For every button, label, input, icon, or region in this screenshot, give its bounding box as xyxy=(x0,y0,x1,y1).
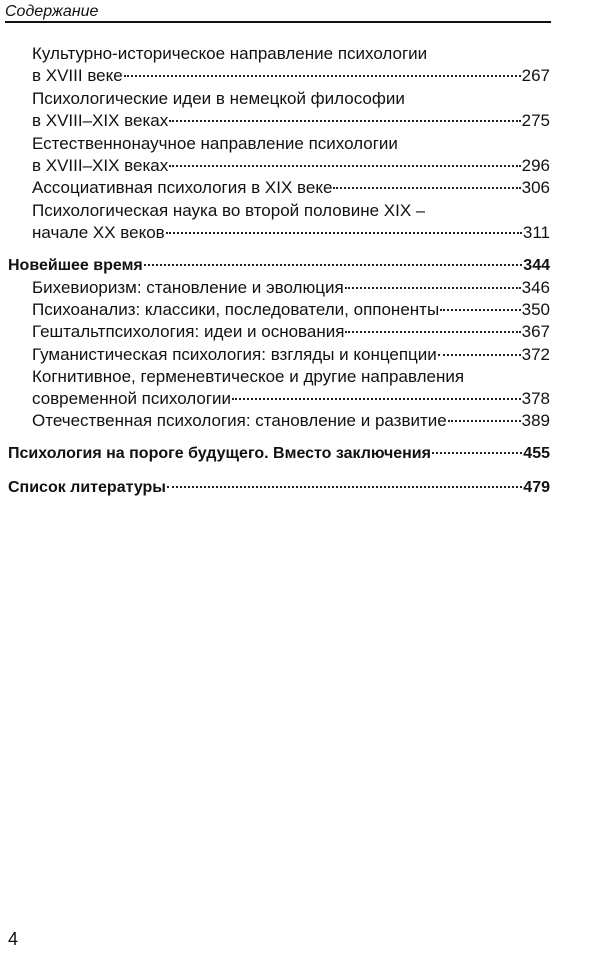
toc-entry-text: Новейшее время xyxy=(8,257,143,274)
toc-section-heading xyxy=(8,477,550,499)
dot-leader xyxy=(333,187,520,189)
toc-entry-line xyxy=(32,388,550,410)
toc-entry-text: в XVIII–XIX веках xyxy=(32,111,169,130)
toc-section-heading xyxy=(8,443,550,465)
toc-entry-text: Психологическая наука во второй половине XIX – xyxy=(32,201,426,220)
toc-entry-text: начале XX веков xyxy=(32,223,165,242)
toc-entry-text: Психологические идеи в немецкой философии xyxy=(32,89,405,108)
toc-page-number: 306 xyxy=(521,178,550,197)
toc-page-number: 378 xyxy=(521,389,550,408)
toc-page-number: 311 xyxy=(522,223,550,242)
toc-entry-line xyxy=(32,177,550,199)
toc-entry-line xyxy=(32,410,550,432)
dot-leader xyxy=(345,287,521,289)
toc-entry-text: Культурно-историческое направление психологии xyxy=(32,44,428,63)
toc-entry-text: современной психологии xyxy=(32,389,232,408)
toc-entry-line xyxy=(32,65,550,87)
toc-page-number: 267 xyxy=(521,66,550,85)
toc-entry-line xyxy=(32,133,398,155)
dot-leader xyxy=(448,420,521,422)
toc-entry-line xyxy=(32,200,425,222)
toc-page-number: 275 xyxy=(521,111,550,130)
toc-entry-text: Когнитивное, герменевтическое и другие направления xyxy=(32,367,465,386)
toc-entry-line xyxy=(32,222,550,244)
toc-entry-line xyxy=(32,344,550,366)
toc-section-heading xyxy=(8,255,550,277)
toc-page-number: 455 xyxy=(523,445,550,462)
toc-entry-text: Бихевиоризм: становление и эволюция xyxy=(32,278,344,297)
toc-entry-text: Гуманистическая психология: взгляды и концепции xyxy=(32,345,437,364)
dot-leader xyxy=(144,264,523,266)
dot-leader xyxy=(169,120,520,122)
dot-leader xyxy=(166,232,522,234)
toc-page-number: 389 xyxy=(521,411,550,430)
toc-entry-line xyxy=(32,366,464,388)
toc-entry-text: Отечественная психология: становление и развитие xyxy=(32,411,447,430)
running-header: Содержание xyxy=(5,3,99,20)
toc-page-number: 479 xyxy=(523,479,550,496)
toc-entry-line xyxy=(32,88,405,110)
toc-page-number: 372 xyxy=(521,345,550,364)
toc-page-number: 346 xyxy=(521,278,550,297)
toc-entry-text: Ассоциативная психология в XIX веке xyxy=(32,178,333,197)
toc-entry-line xyxy=(32,277,550,299)
toc-entry-text: Психология на пороге будущего. Вместо заключения xyxy=(8,445,431,462)
dot-leader xyxy=(169,165,520,167)
dot-leader xyxy=(124,75,521,77)
dot-leader xyxy=(232,398,521,400)
toc-entry-text: в XVIII веке xyxy=(32,66,123,85)
dot-leader xyxy=(432,452,522,454)
toc-entry-line xyxy=(32,110,550,132)
toc-page-number: 296 xyxy=(521,156,550,175)
toc-entry-line xyxy=(32,321,550,343)
dot-leader xyxy=(167,486,522,488)
toc-entry-text: Естественнонаучное направление психологии xyxy=(32,134,398,153)
dot-leader xyxy=(345,331,520,333)
toc-page-number: 350 xyxy=(521,300,550,319)
header-rule xyxy=(5,21,551,23)
toc-entry-line xyxy=(32,155,550,177)
toc-entry-text: в XVIII–XIX веках xyxy=(32,156,169,175)
toc-entry-text: Психоанализ: классики, последователи, оппоненты xyxy=(32,300,440,319)
page-number: 4 xyxy=(8,929,19,949)
toc-entry-text: Гештальтпсихология: идеи и основания xyxy=(32,322,345,341)
dot-leader xyxy=(438,354,521,356)
toc-page-number: 367 xyxy=(521,322,550,341)
toc-entry-text: Список литературы xyxy=(8,479,166,496)
dot-leader xyxy=(440,309,520,311)
toc-entry-line xyxy=(32,43,427,65)
toc-page-number: 344 xyxy=(523,257,550,274)
toc-entry-line xyxy=(32,299,550,321)
